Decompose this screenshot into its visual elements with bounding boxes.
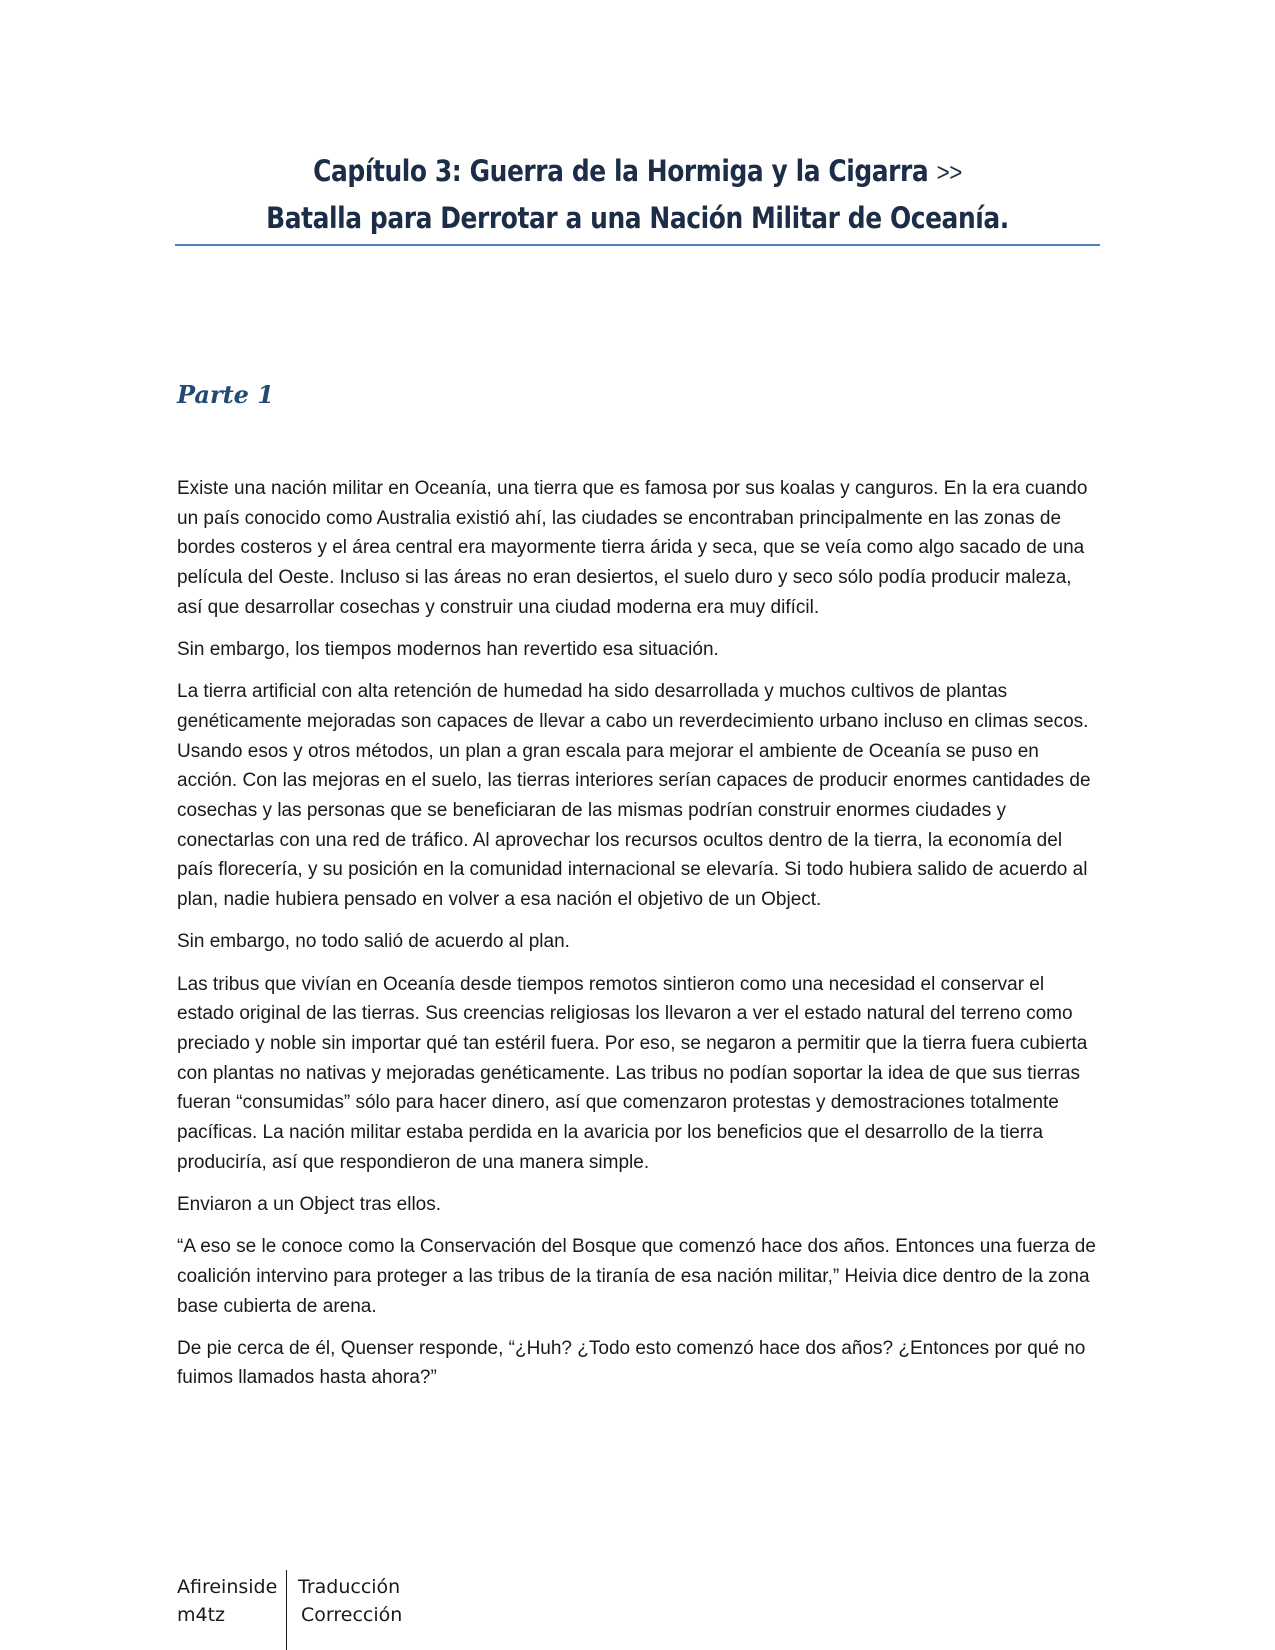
title-underline-divider [175,244,1100,246]
paragraph-8: De pie cerca de él, Quenser responde, “¿Huh? ¿Todo esto comenzó hace dos años? ¿Entonces por qué no fuimos llamados hasta ahora?” [177,1337,1086,1389]
credits-divider [286,1570,287,1650]
section-heading: Parte 1 [177,380,275,409]
paragraph-3: La tierra artificial con alta retención de humedad ha sido desarrollada y muchos cultivos de plantas genéticamente mejoradas son capaces de llevar a cabo un reverdecimiento urbano incluso en climas secos. Usando esos y otros métodos, un plan a gran escala para mejorar el ambiente de Oceanía se puso en acción. Con las mejoras en el suelo, las tierras interiores serían capaces de producir enormes cantidades de cosechas y las personas que se beneficiaran de las mismas podrían construir enormes ciudades y conectarlas con una red de tráfico. Al aprovechar los recursos ocultos dentro de la tierra, la economía del país florecería, y su posición en la comunidad internacional se elevaría. Si todo hubiera salido de acuerdo al plan, nadie hubiera pensado en volver a esa nación el objetivo de un Object. [177,681,1091,911]
body-text [177,474,1102,1406]
chapter-title-line-1 [240,148,1036,195]
credits-footer [177,1570,477,1650]
paragraph-4: Sin embargo, no todo salió de acuerdo al plan. [177,931,570,953]
paragraph-1: Existe una nación militar en Oceanía, una tierra que es famosa por sus koalas y canguros. En la era cuando un país conocido como Australia existió ahí, las ciudades se encontraban principalmente en las zonas de bordes costeros y el área central era mayormente tierra árida y seca, que se veía como algo sacado de una película del Oeste. Incluso si las áreas no eran desiertos, el suelo duro y seco sólo podía producir maleza, así que desarrollar cosechas y construir una ciudad moderna era muy difícil. [177,478,1088,618]
credit-name-editor: m4tz [177,1604,226,1626]
chapter-title-main: Capítulo 3: Guerra de la Hormiga y la Cigarra [313,154,929,188]
paragraph-5: Las tribus que vivían en Oceanía desde tiempos remotos sintieron como una necesidad el conservar el estado original de las tierras. Sus creencias religiosas los llevaron a ver el estado natural del terreno como preciado y noble sin importar qué tan estéril fuera. Por eso, se negaron a permitir que la tierra fuera cubierta con plantas no nativas y mejoradas genéticamente. Las tribus no podían soportar la idea de que sus tierras fueran “consumidas” sólo para hacer dinero, así que comenzaron protestas y demostraciones totalmente pacíficas. La nación militar estaba perdida en la avaricia por los beneficios que el desarrollo de la tierra produciría, así que respondieron de una manera simple. [177,973,1088,1173]
credits-roles [298,1573,402,1629]
credit-role-correction: Corrección [301,1604,403,1626]
paragraph-2: Sin embargo, los tiempos modernos han revertido esa situación. [177,639,719,661]
paragraph-6: Enviaron a un Object tras ellos. [177,1193,442,1215]
credit-role-translation: Traducción [298,1576,401,1598]
credits-names [177,1573,277,1629]
chapter-title-arrow: >> [936,157,962,187]
chapter-title [175,148,1100,241]
paragraph-7: “A eso se le conoce como la Conservación del Bosque que comenzó hace dos años. Entonces una fuerza de coalición intervino para proteger a las tribus de la tiranía de esa nación militar,” Heivia dice dentro de la zona base cubierta de arena. [177,1236,1096,1317]
credit-name-translator: Afireinside [177,1576,278,1598]
chapter-title-line-2: Batalla para Derrotar a una Nación Militar de Oceanía. [266,201,1009,235]
